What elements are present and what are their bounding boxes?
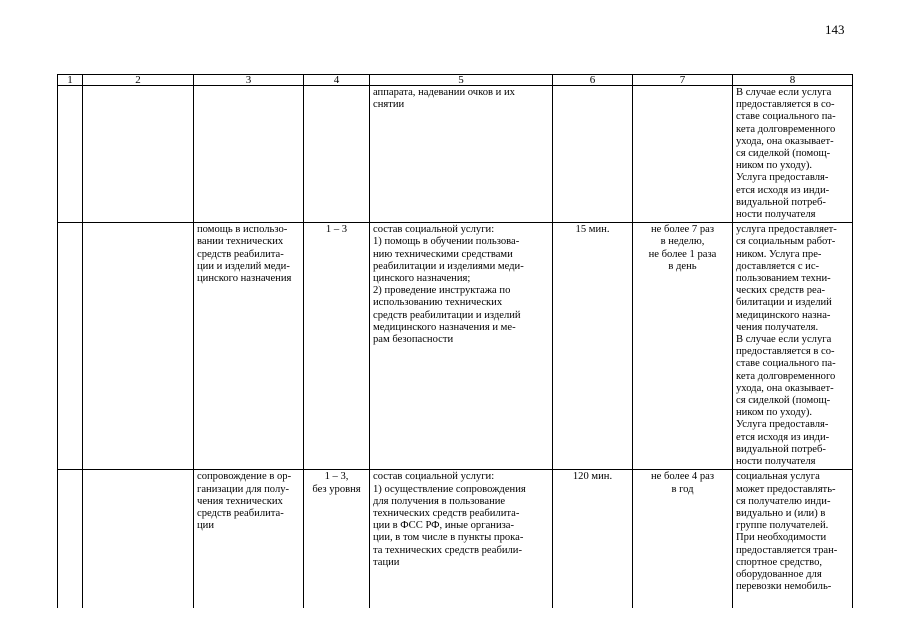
cell-text-line: сопровождение в ор-	[197, 471, 292, 483]
cell-text-line: При необходимости	[736, 532, 827, 544]
cell-text-line: ухода, она оказывает-	[736, 382, 834, 394]
cell-text-line: нию техническими средствами	[373, 248, 513, 260]
cell-text-line: 1) осуществление сопровождения	[373, 483, 526, 495]
table-row	[58, 223, 853, 470]
column-number: 3	[194, 75, 304, 86]
cell-text-line: не более 4 раз	[650, 471, 715, 483]
service-name-cell	[194, 86, 304, 223]
cell-text-line: ся сиделкой (помощ-	[736, 148, 831, 160]
cell-text-line: снятии	[373, 99, 405, 111]
level-cell	[304, 86, 370, 223]
cell-text-line: 1) помощь в обучении пользова-	[373, 236, 520, 248]
cell-text-line: состав социальной услуги:	[373, 471, 495, 483]
frequency-cell	[633, 470, 733, 609]
column-number: 6	[553, 75, 633, 86]
cell-text-line: в день	[668, 260, 697, 272]
cell-text-line: кета долговременного	[736, 370, 836, 382]
cell-text-line: В случае если услуга	[736, 334, 832, 346]
cell-text-line: ником по уходу).	[736, 160, 813, 172]
cell-text-line: ции	[197, 520, 215, 532]
column-number: 7	[633, 75, 733, 86]
cell-text-line: ся получателю инди-	[736, 495, 831, 507]
cell-text-line: медицинского назна-	[736, 309, 831, 321]
cell-text-line: ности получателя	[736, 209, 816, 221]
cell-text-line: не более 1 раза	[648, 248, 717, 260]
services-table	[57, 74, 853, 608]
service-content-cell	[370, 223, 553, 470]
column-number-row	[58, 75, 853, 86]
conditions-cell	[733, 86, 853, 223]
cell-text-line: в год	[671, 483, 694, 495]
page-number: 143	[825, 22, 845, 37]
frequency-cell	[633, 223, 733, 470]
duration-cell	[553, 223, 633, 470]
cell-text-line: без уровня	[312, 483, 361, 495]
service-name-cell	[194, 223, 304, 470]
cell-text-line: В случае если услуга	[736, 87, 832, 98]
cell-text-line: видуально и (или) в	[736, 507, 826, 519]
cell-text-line: ником по уходу).	[736, 407, 813, 419]
service-content-cell	[370, 86, 553, 223]
cell-text-line: Услуга предоставля-	[736, 419, 829, 431]
column-number: 2	[83, 75, 194, 86]
cell-text-line: ставе социального па-	[736, 111, 836, 123]
cell-text-line: ганизации для полу-	[197, 483, 290, 495]
cell-text-line: та технических средств реабили-	[373, 544, 523, 556]
frequency-cell	[633, 86, 733, 223]
cell-text-line: билитации и изделий	[736, 297, 832, 309]
column-number: 1	[58, 75, 83, 86]
cell-text-line: рам безопасности	[373, 334, 454, 346]
cell-text-line: 1 – 3	[325, 224, 348, 236]
cell-text-line: медицинского назначения и ме-	[373, 321, 516, 333]
cell-text-line: помощь в использо-	[197, 224, 288, 236]
cell-text-line: группе получателей.	[736, 520, 829, 532]
cell-text-line: вании технических	[197, 236, 284, 248]
cell-text-line: предоставляется в со-	[736, 346, 835, 358]
column-number: 8	[733, 75, 853, 86]
cell-col2	[83, 86, 194, 223]
cell-text-line: средств реабилита-	[197, 248, 284, 260]
duration-cell	[553, 86, 633, 223]
cell-text-line: цинского назначения;	[373, 273, 471, 285]
cell-text-line: средств реабилита-	[197, 507, 284, 519]
cell-text-line: ставе социального па-	[736, 358, 836, 370]
cell-text-line: 15 мин.	[575, 224, 610, 236]
cell-text-line: доставляется с ис-	[736, 260, 820, 272]
cell-text-line: для получения в пользование	[373, 495, 506, 507]
cell-col1	[58, 86, 83, 223]
cell-text-line: социальная услуга	[736, 471, 820, 483]
cell-text-line: ся социальным работ-	[736, 236, 836, 248]
service-content-cell	[370, 470, 553, 609]
cell-text-line: кета долговременного	[736, 123, 836, 135]
cell-text-line: видуальной потреб-	[736, 196, 826, 208]
cell-text-line: предоставляется в со-	[736, 99, 835, 111]
table-row	[58, 86, 853, 223]
cell-text-line: Услуга предоставля-	[736, 172, 829, 184]
duration-cell	[553, 470, 633, 609]
cell-text-line: цинского назначения	[197, 273, 292, 285]
cell-text-line: состав социальной услуги:	[373, 224, 495, 236]
cell-text-line: технических средств реабилита-	[373, 507, 520, 519]
level-cell	[304, 470, 370, 609]
cell-text-line: чения получателя.	[736, 321, 819, 333]
cell-text-line: перевозки немобиль-	[736, 581, 832, 593]
cell-col1	[58, 470, 83, 609]
cell-text-line: ции и изделий меди-	[197, 260, 290, 272]
cell-text-line: 2) проведение инструктажа по	[373, 285, 511, 297]
cell-text-line: ции, в том числе в пункты прока-	[373, 532, 524, 544]
cell-text-line: ческих средств реа-	[736, 285, 826, 297]
column-number: 4	[304, 75, 370, 86]
service-name-cell	[194, 470, 304, 609]
cell-text-line: тации	[373, 556, 400, 568]
cell-text-line: ции в ФСС РФ, иные организа-	[373, 520, 515, 532]
cell-text-line: ности получателя	[736, 456, 816, 468]
cell-text-line: использованию технических	[373, 297, 503, 309]
cell-text-line: предоставляется тран-	[736, 544, 838, 556]
conditions-cell	[733, 470, 853, 609]
cell-text-line: видуальной потреб-	[736, 443, 826, 455]
cell-text-line: спортное средство,	[736, 556, 823, 568]
cell-text-line: 120 мин.	[572, 471, 613, 483]
cell-text-line: ется исходя из инди-	[736, 184, 830, 196]
cell-col2	[83, 470, 194, 609]
cell-text-line: услуга предоставляет-	[736, 224, 837, 236]
table-row	[58, 470, 853, 609]
cell-text-line: средств реабилитации и изделий	[373, 309, 521, 321]
column-number: 5	[370, 75, 553, 86]
cell-text-line: не более 7 раз	[650, 224, 715, 236]
cell-text-line: может предоставлять-	[736, 483, 836, 495]
cell-col1	[58, 223, 83, 470]
cell-text-line: 1 – 3,	[324, 471, 349, 483]
cell-text-line: аппарата, надевании очков и их	[373, 87, 515, 98]
conditions-cell	[733, 223, 853, 470]
cell-text-line: чения технических	[197, 495, 283, 507]
cell-text-line: оборудованное для	[736, 568, 822, 580]
level-cell	[304, 223, 370, 470]
cell-text-line: в неделю,	[660, 236, 705, 248]
cell-text-line: реабилитации и изделиями меди-	[373, 260, 524, 272]
cell-text-line: ником. Услуга пре-	[736, 248, 822, 260]
cell-col2	[83, 223, 194, 470]
cell-text-line: ся сиделкой (помощ-	[736, 395, 831, 407]
cell-text-line: ется исходя из инди-	[736, 431, 830, 443]
cell-text-line: ухода, она оказывает-	[736, 135, 834, 147]
cell-text-line: пользованием техни-	[736, 273, 831, 285]
